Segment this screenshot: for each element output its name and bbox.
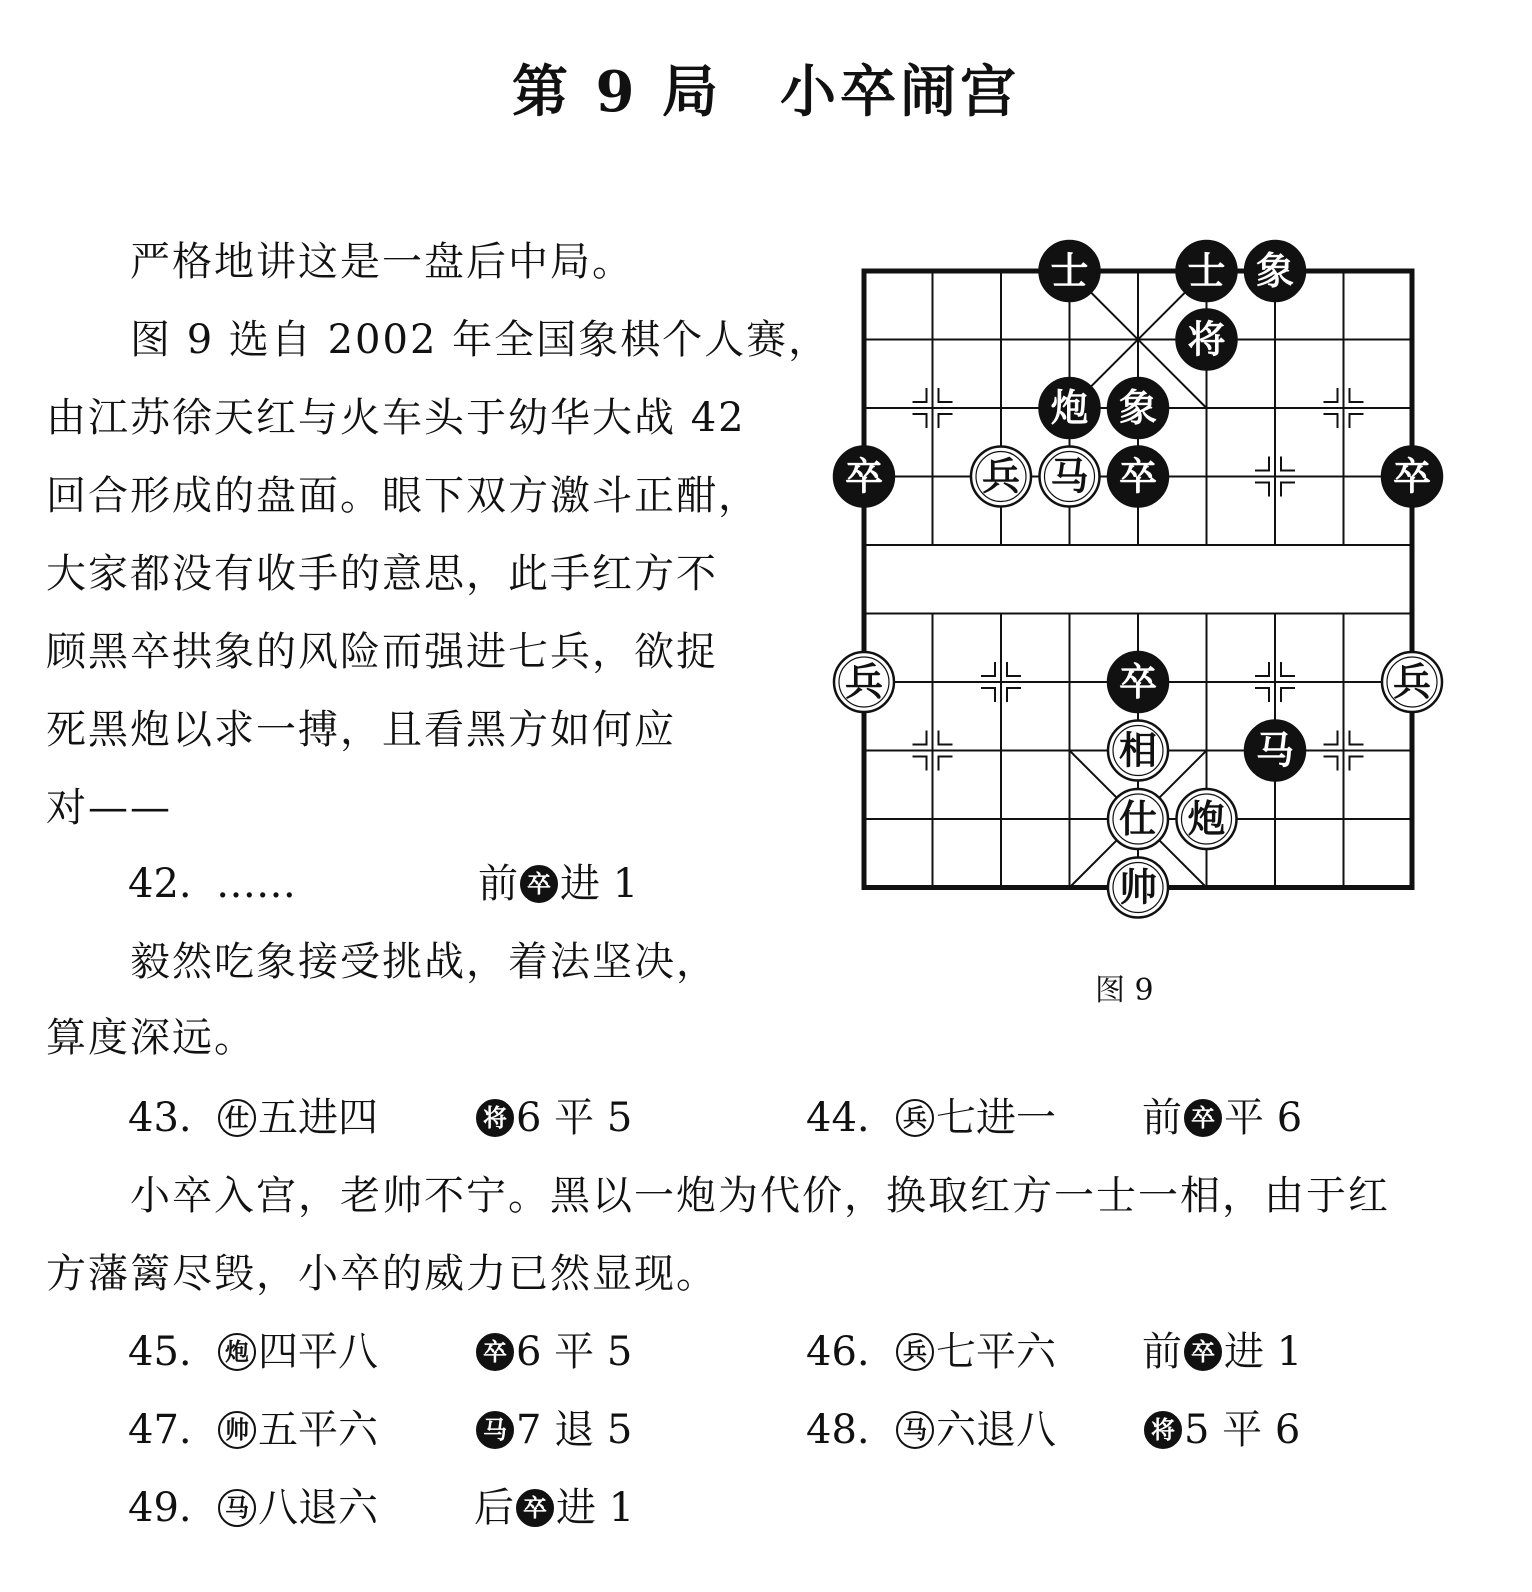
piece-label: 士 <box>1050 249 1089 293</box>
position-mark <box>1350 757 1364 771</box>
piece-label: 相 <box>1118 728 1158 773</box>
piece-label: 士 <box>1187 249 1226 293</box>
position-mark <box>1255 662 1269 676</box>
position-mark <box>1324 388 1338 402</box>
piece-label: 兵 <box>844 660 884 704</box>
move-number: 46. <box>806 1329 870 1375</box>
position-mark <box>939 414 953 428</box>
black-move-text: 6 平 5 <box>516 1329 633 1375</box>
black-piece-icon: 卒 <box>1184 1099 1222 1137</box>
black-move-text: 5 平 6 <box>1184 1407 1301 1453</box>
move-number: 42. <box>128 861 192 907</box>
black-move-text: 7 退 5 <box>516 1407 633 1453</box>
position-mark <box>1324 414 1338 428</box>
black-move-text: 进 1 <box>1224 1329 1303 1375</box>
red-piece-icon: 炮 <box>218 1333 256 1371</box>
red-move-text: 七平六 <box>936 1329 1056 1375</box>
move-number: 45. <box>128 1329 192 1375</box>
position-mark <box>913 757 927 771</box>
title-number: 第 9 局 <box>512 59 722 125</box>
red-move-text: 七进一 <box>936 1095 1056 1141</box>
piece-label: 兵 <box>1392 660 1432 704</box>
paragraph-line: 严格地讲这是一盘后中局。 <box>130 239 634 285</box>
red-move-text: 五平六 <box>258 1407 378 1453</box>
piece-label: 仕 <box>1118 797 1158 841</box>
black-piece-icon: 卒 <box>516 1489 554 1527</box>
paragraph-line: 由江苏徐天红与火车头于幼华大战 42 <box>46 395 746 441</box>
title-name: 小卒闹宫 <box>779 59 1020 125</box>
black-move-text: 平 6 <box>1224 1095 1303 1141</box>
piece-label: 马 <box>1050 454 1089 499</box>
piece-label: 炮 <box>1187 797 1226 841</box>
move-47 <box>128 1407 633 1453</box>
figure-caption: 图 9 <box>1095 973 1154 1008</box>
red-move-text: 六退八 <box>936 1407 1056 1453</box>
black-move-prefix: 前 <box>478 861 518 907</box>
paragraph-line: 小卒入宫，老帅不宁。黑以一炮为代价，换取红方一士一相，由于红 <box>130 1173 1390 1219</box>
piece-label: 兵 <box>981 454 1021 499</box>
piece-label: 卒 <box>1118 454 1158 499</box>
paragraph-line: 回合形成的盘面。眼下双方激斗正酣， <box>46 473 760 519</box>
red-piece-icon: 兵 <box>896 1333 934 1371</box>
position-mark <box>1007 688 1021 702</box>
red-move-text: 四平八 <box>258 1329 378 1375</box>
paragraph-line: 大家都没有收手的意思，此手红方不 <box>46 551 718 597</box>
position-mark <box>1007 662 1021 676</box>
piece-label: 卒 <box>1392 454 1432 499</box>
position-mark <box>939 731 953 745</box>
paragraph-line: 图 9 选自 2002 年全国象棋个人赛， <box>130 317 831 363</box>
black-move-prefix: 前 <box>1142 1095 1182 1141</box>
position-mark <box>913 388 927 402</box>
paragraph-line: 对—— <box>46 785 172 831</box>
move-49 <box>128 1485 635 1531</box>
piece-label: 帅 <box>1118 865 1158 910</box>
paragraph-line: 方藩篱尽毁，小卒的威力已然显现。 <box>46 1251 718 1297</box>
red-piece-icon: 兵 <box>896 1099 934 1137</box>
position-mark <box>1324 731 1338 745</box>
position-mark <box>1255 483 1269 497</box>
position-mark <box>1281 457 1295 471</box>
position-mark <box>981 662 995 676</box>
move-43 <box>128 1095 633 1141</box>
move-number: 43. <box>128 1095 192 1141</box>
move-44 <box>806 1095 1303 1141</box>
black-move-text: 进 1 <box>560 861 639 907</box>
black-piece-icon: 将 <box>1144 1411 1182 1449</box>
position-mark <box>1281 483 1295 497</box>
black-piece-icon: 卒 <box>520 865 558 903</box>
paragraph-line: 死黑炮以求一搏，且看黑方如何应 <box>46 707 676 753</box>
piece-label: 象 <box>1118 386 1158 430</box>
move-number: 48. <box>806 1407 870 1453</box>
move-45 <box>128 1329 633 1375</box>
move-48 <box>806 1407 1301 1453</box>
position-mark <box>913 731 927 745</box>
move-number: 44. <box>806 1095 870 1141</box>
piece-label: 马 <box>1255 728 1295 773</box>
piece-label: 卒 <box>844 454 884 499</box>
position-mark <box>939 388 953 402</box>
position-mark <box>913 414 927 428</box>
red-piece-icon: 马 <box>896 1411 934 1449</box>
red-move-text: 八退六 <box>258 1485 378 1531</box>
position-mark <box>939 757 953 771</box>
paragraph-line: 顾黑卒拱象的风险而强进七兵，欲捉 <box>46 629 718 675</box>
black-move-text: 进 1 <box>556 1485 635 1531</box>
red-move-text: 五进四 <box>258 1095 378 1141</box>
position-mark <box>1324 757 1338 771</box>
red-move: …… <box>216 861 296 907</box>
position-mark <box>1281 688 1295 702</box>
move-46 <box>806 1329 1303 1375</box>
piece-label: 象 <box>1255 249 1295 293</box>
piece-label: 卒 <box>1118 660 1158 704</box>
black-move-prefix: 前 <box>1142 1329 1182 1375</box>
position-mark <box>1255 457 1269 471</box>
paragraph-line: 算度深远。 <box>46 1015 256 1061</box>
red-piece-icon: 马 <box>218 1489 256 1527</box>
piece-label: 炮 <box>1050 386 1089 430</box>
position-mark <box>981 688 995 702</box>
move-number: 47. <box>128 1407 192 1453</box>
position-mark <box>1350 388 1364 402</box>
paragraph-line: 毅然吃象接受挑战，着法坚决， <box>130 939 718 985</box>
position-mark <box>1350 414 1364 428</box>
position-mark <box>1281 662 1295 676</box>
move-number: 49. <box>128 1485 192 1531</box>
red-piece-icon: 帅 <box>218 1411 256 1449</box>
black-move-text: 6 平 5 <box>516 1095 633 1141</box>
black-piece-icon: 将 <box>476 1099 514 1137</box>
black-piece-icon: 卒 <box>476 1333 514 1371</box>
position-mark <box>1350 731 1364 745</box>
black-piece-icon: 马 <box>476 1411 514 1449</box>
position-mark <box>1255 688 1269 702</box>
piece-label: 将 <box>1187 317 1226 362</box>
black-move-prefix: 后 <box>474 1485 514 1531</box>
red-piece-icon: 仕 <box>218 1099 256 1137</box>
black-piece-icon: 卒 <box>1184 1333 1222 1371</box>
